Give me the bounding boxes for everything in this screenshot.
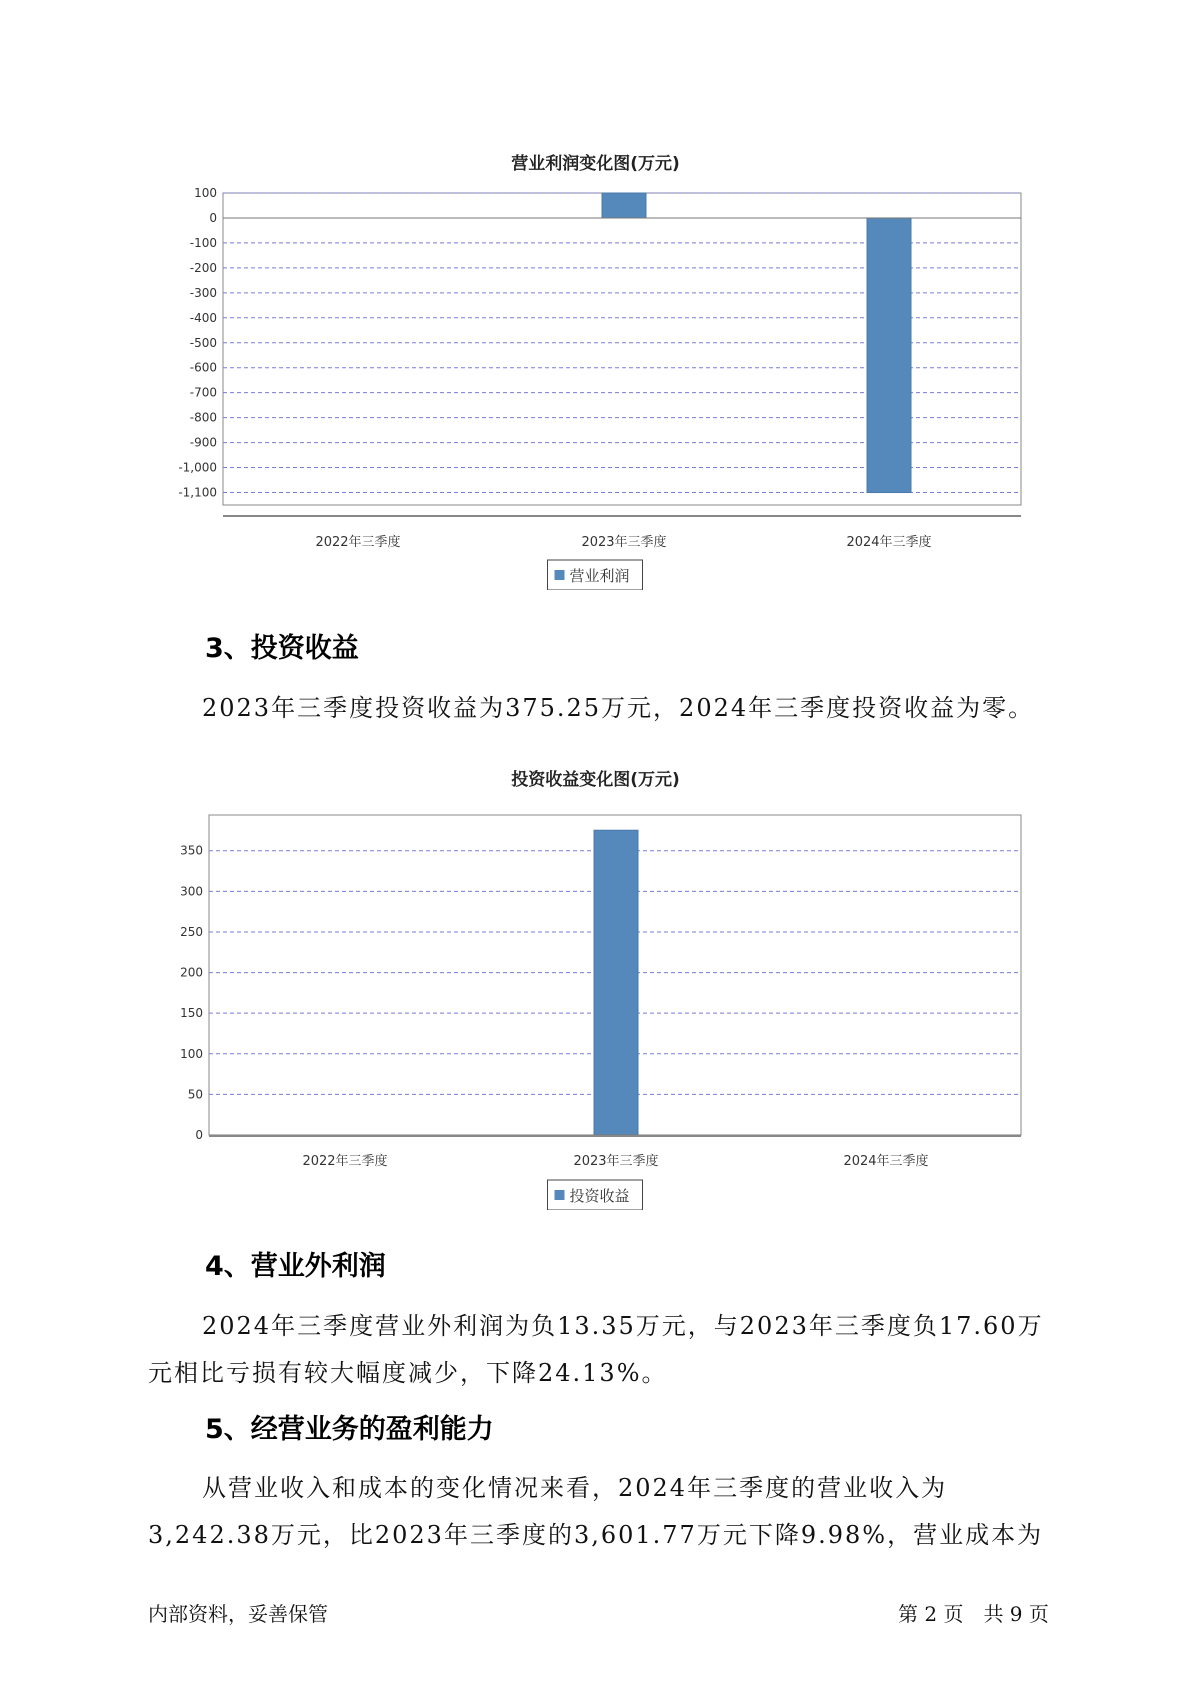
chart-title-operating-profit: 营业利润变化图(万元) [511, 154, 680, 174]
paragraph-investment-income: 2023年三季度投资收益为375.25万元，2024年三季度投资收益为零。 [202, 694, 1035, 722]
paragraph-non-operating-profit-line2: 元相比亏损有较大幅度减少，下降24.13%。 [148, 1359, 668, 1387]
footer-confidential-note: 内部资料，妥善保管 [148, 1602, 328, 1626]
bar [594, 830, 638, 1135]
paragraph-profitability-line2: 3,242.38万元，比2023年三季度的3,601.77万元下降9.98%，营业成本为 [148, 1521, 1044, 1549]
y-tick-label: -500 [189, 335, 217, 350]
x-tick-label: 2023年三季度 [581, 535, 667, 550]
y-tick-label: 300 [180, 884, 203, 899]
paragraph-profitability-line1: 从营业收入和成本的变化情况来看，2024年三季度的营业收入为 [202, 1474, 948, 1502]
x-tick-label: 2024年三季度 [846, 535, 932, 550]
y-tick-label: -900 [189, 435, 217, 450]
y-tick-label: 350 [180, 843, 203, 858]
y-tick-label: -200 [189, 260, 217, 275]
investment-income-chart [0, 790, 1191, 1210]
section-heading-investment-income: 3、投资收益 [205, 633, 359, 664]
operating-profit-chart [0, 170, 1191, 590]
x-tick-label: 2022年三季度 [315, 535, 401, 550]
y-tick-label: 100 [194, 186, 217, 200]
bar [867, 218, 911, 493]
x-tick-label: 2022年三季度 [302, 1154, 388, 1169]
y-tick-label: 0 [195, 1128, 203, 1142]
y-tick-label: -300 [189, 285, 217, 300]
y-tick-label: -700 [189, 385, 217, 400]
x-tick-label: 2023年三季度 [573, 1154, 659, 1169]
y-tick-label: -400 [189, 310, 217, 325]
y-tick-label: 150 [180, 1006, 203, 1021]
legend-swatch [555, 570, 565, 580]
bar [602, 193, 646, 218]
y-tick-label: -100 [189, 235, 217, 250]
section-heading-profitability: 5、经营业务的盈利能力 [205, 1414, 494, 1445]
y-tick-label: 200 [180, 965, 203, 980]
x-tick-label: 2024年三季度 [843, 1154, 929, 1169]
y-tick-label: 50 [187, 1087, 203, 1102]
y-tick-label: 0 [209, 210, 217, 225]
y-tick-label: 100 [180, 1046, 203, 1061]
section-heading-non-operating-profit: 4、营业外利润 [205, 1251, 386, 1282]
y-tick-label: 250 [180, 924, 203, 939]
y-tick-label: -1,100 [178, 485, 217, 500]
chart-title-investment-income: 投资收益变化图(万元) [511, 770, 680, 790]
legend-label: 营业利润 [569, 567, 630, 585]
y-tick-label: -800 [189, 410, 217, 425]
y-tick-label: -600 [189, 360, 217, 375]
paragraph-non-operating-profit-line1: 2024年三季度营业外利润为负13.35万元，与2023年三季度负17.60万 [202, 1312, 1044, 1340]
y-tick-label: -1,000 [178, 460, 217, 475]
legend-label: 投资收益 [569, 1187, 630, 1205]
legend-swatch [555, 1190, 565, 1200]
footer-page-number: 第 2 页 共 9 页 [898, 1602, 1049, 1626]
